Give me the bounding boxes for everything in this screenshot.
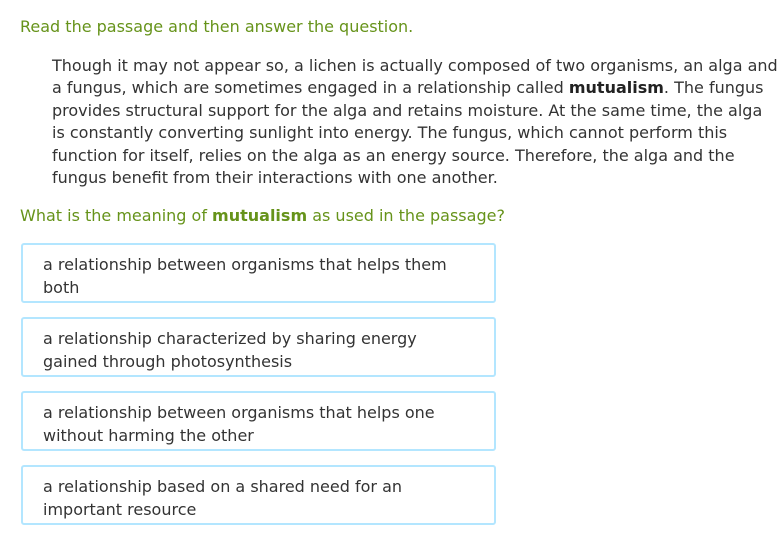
answer-choice-3[interactable]: a relationship between organisms that helps one without harming the other bbox=[21, 391, 496, 451]
answer-choices bbox=[21, 243, 496, 539]
answer-choice-4[interactable]: a relationship based on a shared need for an important resource bbox=[21, 465, 496, 525]
passage-text-after: . The fungus provides structural support for the alga and retains moisture. At the same time, the alga is constantly converting sunlight into energy. The fungus, which cannot perform this function for itself, relies on the alga as an energy source. Therefore, the alga and the fungus benefit from their interactions with one another. bbox=[52, 78, 764, 188]
question-prompt bbox=[20, 206, 505, 226]
reading-passage bbox=[52, 55, 780, 189]
passage-keyword: mutualism bbox=[568, 78, 664, 98]
passage-text-before: Though it may not appear so, a lichen is actually composed of two organisms, an alga and a fungus, which are sometimes engaged in a relationship called bbox=[52, 56, 778, 98]
instruction-text: Read the passage and then answer the question. bbox=[20, 17, 414, 36]
answer-choice-2[interactable]: a relationship characterized by sharing energy gained through photosynthesis bbox=[21, 317, 496, 377]
answer-choice-1[interactable]: a relationship between organisms that helps them both bbox=[21, 243, 496, 303]
question-text-after: as used in the passage? bbox=[307, 206, 505, 225]
question-keyword: mutualism bbox=[212, 206, 308, 225]
question-text-before: What is the meaning of bbox=[20, 206, 213, 225]
